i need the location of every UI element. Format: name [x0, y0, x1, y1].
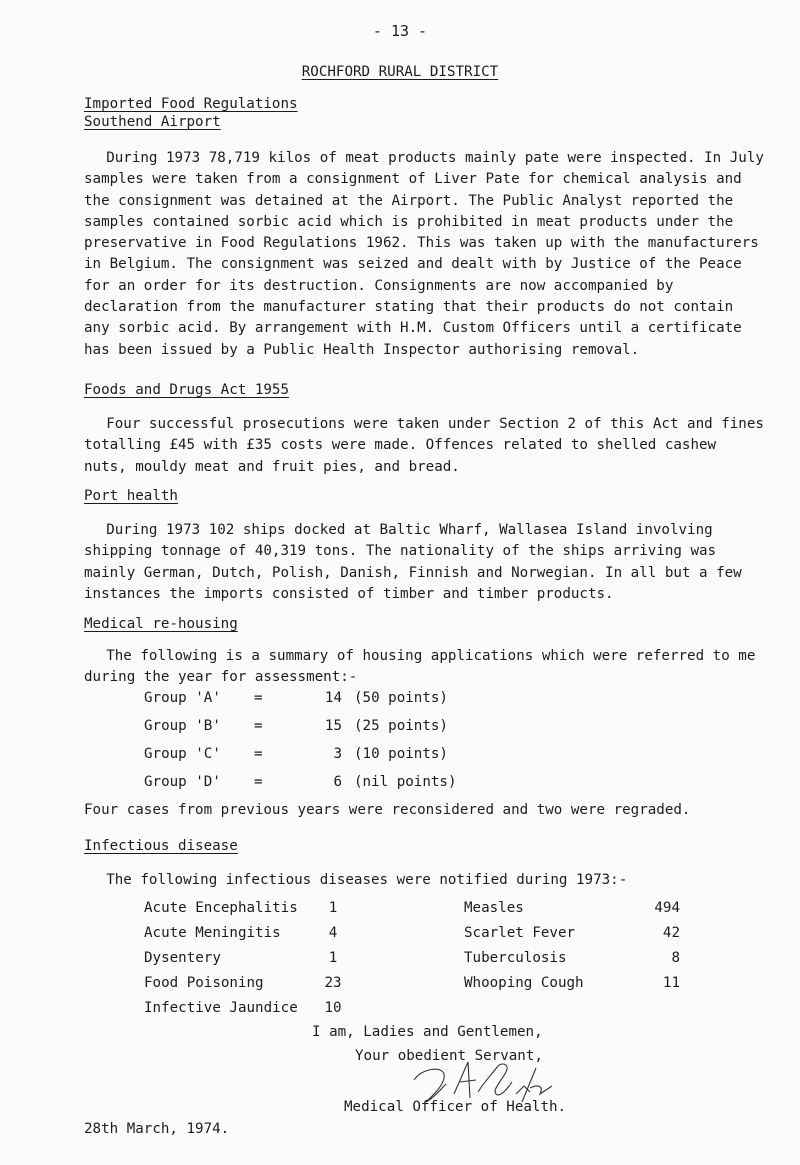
disease-count: 8	[671, 950, 680, 966]
group-count: 6	[333, 774, 342, 790]
foods-drugs-paragraph: Four successful prosecutions were taken under Section 2 of this Act and fines totalling £45 with £35 costs were made. Offences related to shelled cashew nuts, mouldy meat and fruit pies, and bread.	[84, 416, 764, 475]
disease-name: Measles	[464, 900, 524, 916]
closing-servant: Your obedient Servant,	[355, 1048, 543, 1064]
imported-food-heading: Imported Food Regulations	[84, 96, 298, 112]
group-name: Group 'C'	[144, 746, 221, 762]
foods-drugs-heading: Foods and Drugs Act 1955	[84, 382, 289, 398]
equals-sign: =	[254, 718, 263, 734]
rehousing-heading: Medical re-housing	[84, 616, 238, 632]
disease-name: Whooping Cough	[464, 975, 584, 991]
disease-count: 1	[328, 950, 338, 966]
infectious-intro: The following infectious diseases were notified during 1973:-	[106, 872, 628, 888]
document-date: 28th March, 1974.	[84, 1121, 230, 1137]
equals-sign: =	[254, 774, 263, 790]
rehousing-intro: The following is a summary of housing applications which were referred to me during the year for assessment:-	[84, 648, 756, 686]
southend-airport-subheading: Southend Airport	[84, 114, 221, 130]
group-points: (50 points)	[354, 690, 448, 706]
disease-name: Infective Jaundice	[144, 1000, 298, 1016]
regraded-note: Four cases from previous years were reconsidered and two were regraded.	[84, 802, 691, 818]
group-row	[144, 718, 448, 734]
disease-name: Acute Meningitis	[144, 925, 281, 941]
port-health-paragraph: During 1973 102 ships docked at Baltic Wharf, Wallasea Island involving shipping tonnage of 40,319 tons. The nationality of the ships arriving was mainly German, Dutch, Polish, Danish, Finnish and Norwegian. In all but a few instances the imports consisted of timber and timber products.	[84, 522, 742, 602]
group-count: 3	[333, 746, 342, 762]
disease-count: 11	[662, 975, 680, 991]
district-title: ROCHFORD RURAL DISTRICT	[301, 64, 499, 80]
disease-name: Dysentery	[144, 950, 221, 966]
disease-count: 42	[662, 925, 680, 941]
infectious-heading: Infectious disease	[84, 838, 238, 854]
disease-name: Acute Encephalitis	[144, 900, 298, 916]
group-row	[144, 774, 457, 790]
equals-sign: =	[254, 690, 263, 706]
disease-count: 10	[324, 1000, 342, 1016]
group-name: Group 'B'	[144, 718, 221, 734]
port-health-heading: Port health	[84, 488, 178, 504]
group-row	[144, 746, 448, 762]
disease-name: Food Poisoning	[144, 975, 264, 991]
page-number: - 13 -	[372, 22, 428, 40]
equals-sign: =	[254, 746, 263, 762]
group-name: Group 'A'	[144, 690, 221, 706]
closing-salutation: I am, Ladies and Gentlemen,	[312, 1024, 543, 1040]
group-count: 14	[324, 690, 342, 706]
disease-name: Tuberculosis	[464, 950, 567, 966]
disease-count: 23	[324, 975, 342, 991]
disease-count: 4	[328, 925, 338, 941]
officer-title: Medical Officer of Health.	[344, 1099, 567, 1115]
group-name: Group 'D'	[144, 774, 221, 790]
group-count: 15	[324, 718, 342, 734]
disease-name: Scarlet Fever	[464, 925, 576, 941]
disease-count: 1	[328, 900, 338, 916]
group-row	[144, 690, 448, 706]
imported-food-paragraph: During 1973 78,719 kilos of meat products mainly pate were inspected. In July samples were taken from a consignment of Liver Pate for chemical analysis and the consignment was detained at the Airport. The Public Analyst reported the samples contained sorbic acid which is prohibited in meat products under the preservative in Food Regulations 1962. This was taken up with the manufacturers in Belgium. The consignment was seized and dealt with by Justice of the Peace for an order for its destruction. Consignments are now accompanied by declaration from the manufacturer stating that their products do not contain any sorbic acid. By arrangement with H.M. Custom Officers until a certificate has been issued by a Public Health Inspector authorising removal.	[84, 150, 764, 358]
group-points: (nil points)	[354, 774, 457, 790]
group-points: (10 points)	[354, 746, 448, 762]
disease-count: 494	[654, 900, 680, 916]
group-points: (25 points)	[354, 718, 448, 734]
